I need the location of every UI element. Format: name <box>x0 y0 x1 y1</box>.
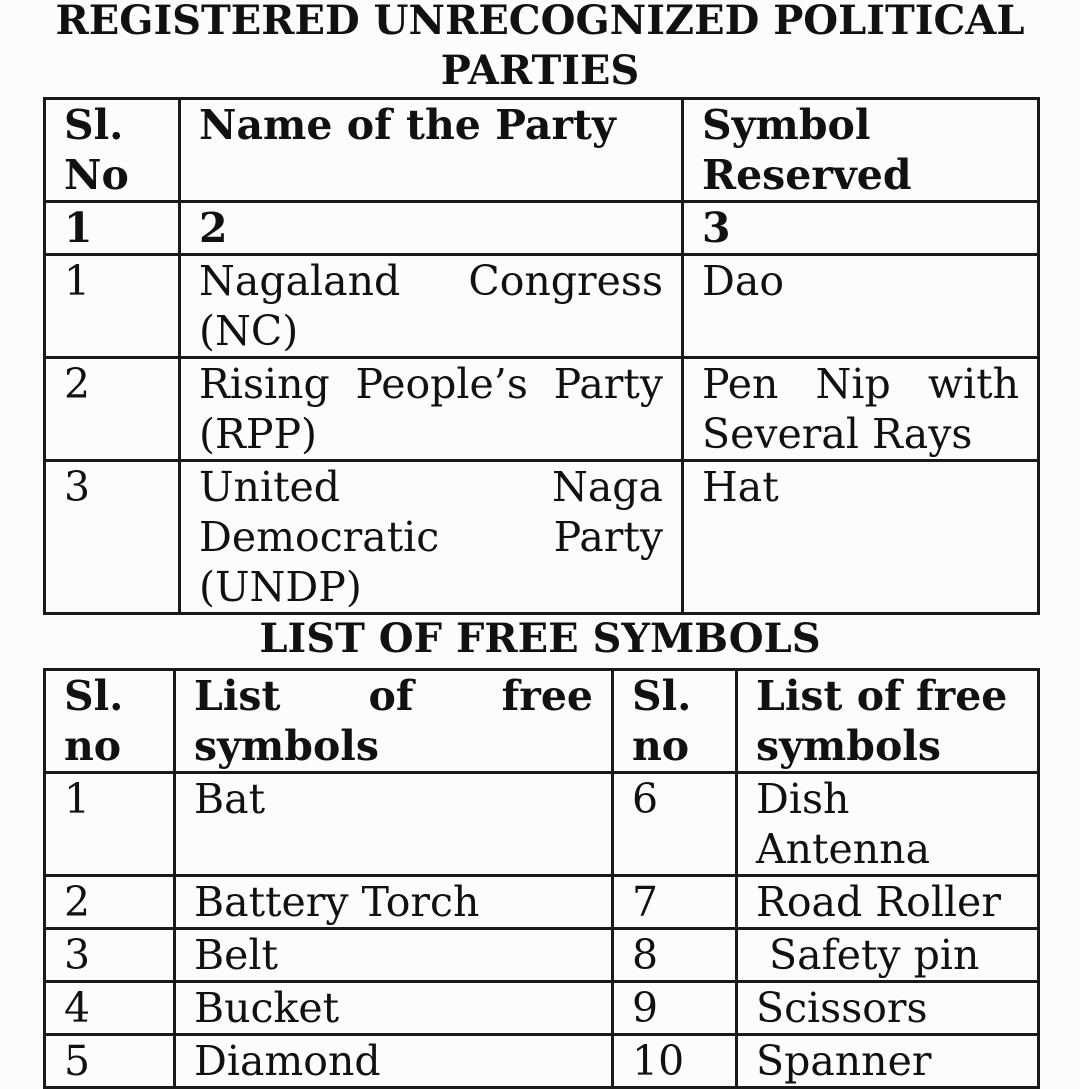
party-name: United Naga Democratic Party (UNDP) <box>180 461 683 614</box>
free-symbol: Bat <box>175 773 613 876</box>
free-symbol: Scissors <box>737 982 1039 1035</box>
party-sl-no: 2 <box>45 358 180 461</box>
header-sl-no: Sl. no <box>45 670 175 773</box>
free-symbol: Dish Antenna <box>737 773 1039 876</box>
symbol-sl-no: 10 <box>613 1035 737 1088</box>
symbol-sl-no: 1 <box>45 773 175 876</box>
free-symbol: Safety pin <box>737 929 1039 982</box>
party-name: Nagaland Congress (NC) <box>180 255 683 358</box>
symbol-sl-no: 2 <box>45 876 175 929</box>
free-symbol: Battery Torch <box>175 876 613 929</box>
party-symbol: Dao <box>683 255 1039 358</box>
table-row <box>45 982 1039 1035</box>
party-symbol: Pen Nip with Several Rays <box>683 358 1039 461</box>
table-row <box>45 876 1039 929</box>
parties-title: REGISTERED UNRECOGNIZED POLITICAL PARTIES <box>55 0 1025 94</box>
table-header-row <box>45 670 1039 773</box>
free-symbol: Spanner <box>737 1035 1039 1088</box>
registered-parties-table <box>43 97 1040 615</box>
column-number: 3 <box>683 202 1039 255</box>
table-row <box>45 461 1039 614</box>
header-party-name: Name of the Party <box>180 99 683 202</box>
table-row <box>45 1035 1039 1088</box>
symbol-sl-no: 8 <box>613 929 737 982</box>
table-row <box>45 255 1039 358</box>
header-free-symbols: List of free symbols <box>737 670 1039 773</box>
header-sl-no: Sl. no <box>613 670 737 773</box>
column-number-row <box>45 202 1039 255</box>
symbol-sl-no: 3 <box>45 929 175 982</box>
symbol-sl-no: 9 <box>613 982 737 1035</box>
party-name: Rising People’s Party (RPP) <box>180 358 683 461</box>
free-symbol: Road Roller <box>737 876 1039 929</box>
symbol-sl-no: 6 <box>613 773 737 876</box>
free-symbols-table <box>43 668 1040 1089</box>
symbol-sl-no: 7 <box>613 876 737 929</box>
column-number: 1 <box>45 202 180 255</box>
free-symbol: Diamond <box>175 1035 613 1088</box>
header-sl-no: Sl. No <box>45 99 180 202</box>
free-symbols-title: LIST OF FREE SYMBOLS <box>259 615 821 662</box>
free-symbol: Bucket <box>175 982 613 1035</box>
symbol-sl-no: 5 <box>45 1035 175 1088</box>
symbol-sl-no: 4 <box>45 982 175 1035</box>
table-header-row <box>45 99 1039 202</box>
header-free-symbols: List of free symbols <box>175 670 613 773</box>
party-symbol: Hat <box>683 461 1039 614</box>
table-row <box>45 773 1039 876</box>
table-row <box>45 929 1039 982</box>
header-symbol-reserved: Symbol Reserved <box>683 99 1039 202</box>
party-sl-no: 1 <box>45 255 180 358</box>
party-sl-no: 3 <box>45 461 180 614</box>
column-number: 2 <box>180 202 683 255</box>
table-row <box>45 358 1039 461</box>
free-symbol: Belt <box>175 929 613 982</box>
